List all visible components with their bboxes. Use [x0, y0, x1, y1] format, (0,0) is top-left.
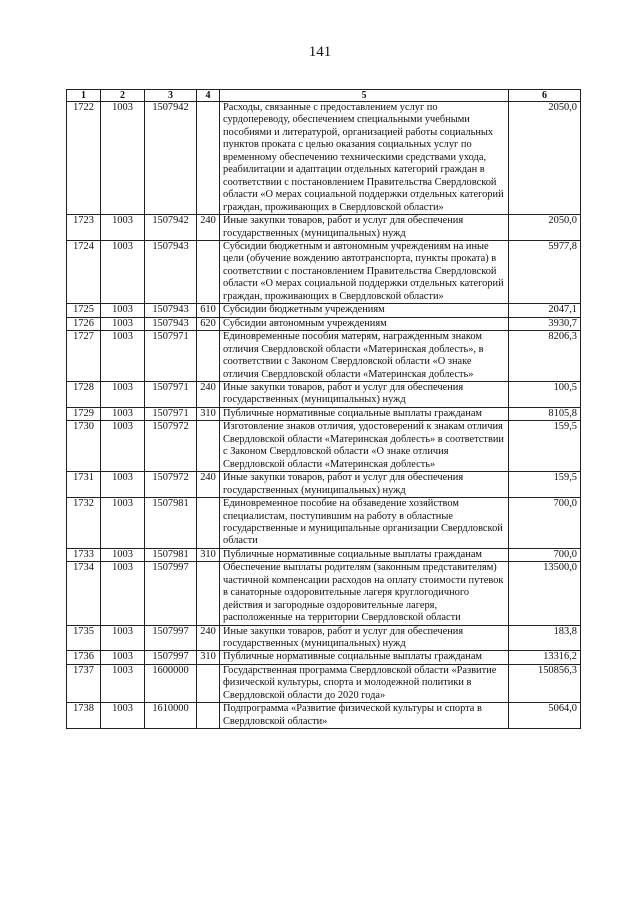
column-header: 1	[67, 90, 101, 102]
table-row	[67, 703, 581, 729]
amount: 8206,3	[509, 331, 581, 382]
row-number: 1727	[67, 331, 101, 382]
description: Изготовление знаков отличия, удостоверений к знакам отличия Свердловской области «Материнская доблесть» в соответствии с Законом Свердловской области «О знаке отличия Свердловской области «Материнская доблесть»	[220, 421, 509, 472]
target-code: 1507943	[145, 304, 197, 317]
expense-type-code	[197, 562, 220, 625]
expense-type-code	[197, 421, 220, 472]
table-row	[67, 664, 581, 702]
amount: 700,0	[509, 548, 581, 561]
section-code: 1003	[101, 331, 145, 382]
description: Единовременные пособия матерям, награжденным знаком отличия Свердловской области «Материнская доблесть», в соответствии с Законом Свердловской области «О знаке отличия Свердловской области «Материнская доблесть»	[220, 331, 509, 382]
expense-type-code	[197, 703, 220, 729]
row-number: 1738	[67, 703, 101, 729]
table-row	[67, 102, 581, 215]
table-row	[67, 625, 581, 651]
column-header: 6	[509, 90, 581, 102]
row-number: 1722	[67, 102, 101, 215]
description: Публичные нормативные социальные выплаты гражданам	[220, 548, 509, 561]
amount: 2050,0	[509, 215, 581, 241]
section-code: 1003	[101, 421, 145, 472]
description: Публичные нормативные социальные выплаты гражданам	[220, 651, 509, 664]
description: Государственная программа Свердловской области «Развитие физической культуры, спорта и молодежной политики в Свердловской области до 2020 года»	[220, 664, 509, 702]
amount: 183,8	[509, 625, 581, 651]
expense-type-code: 610	[197, 304, 220, 317]
row-number: 1728	[67, 381, 101, 407]
amount: 13316,2	[509, 651, 581, 664]
section-code: 1003	[101, 240, 145, 303]
target-code: 1507997	[145, 651, 197, 664]
target-code: 1610000	[145, 703, 197, 729]
target-code: 1507971	[145, 331, 197, 382]
table-header-row	[67, 90, 581, 102]
section-code: 1003	[101, 407, 145, 420]
expense-type-code: 240	[197, 381, 220, 407]
target-code: 1507997	[145, 625, 197, 651]
page-number: 141	[308, 44, 332, 60]
expense-type-code	[197, 498, 220, 549]
row-number: 1729	[67, 407, 101, 420]
amount: 700,0	[509, 498, 581, 549]
description: Иные закупки товаров, работ и услуг для обеспечения государственных (муниципальных) нужд	[220, 381, 509, 407]
target-code: 1507981	[145, 498, 197, 549]
target-code: 1507943	[145, 240, 197, 303]
section-code: 1003	[101, 472, 145, 498]
table-row	[67, 240, 581, 303]
table-row	[67, 498, 581, 549]
row-number: 1731	[67, 472, 101, 498]
description: Иные закупки товаров, работ и услуг для обеспечения государственных (муниципальных) нужд	[220, 625, 509, 651]
target-code: 1507972	[145, 421, 197, 472]
amount: 159,5	[509, 421, 581, 472]
target-code: 1507981	[145, 548, 197, 561]
expense-type-code: 310	[197, 548, 220, 561]
table-row	[67, 304, 581, 317]
table-row	[67, 331, 581, 382]
section-code: 1003	[101, 304, 145, 317]
row-number: 1724	[67, 240, 101, 303]
amount: 150856,3	[509, 664, 581, 702]
expense-type-code	[197, 240, 220, 303]
expense-type-code	[197, 664, 220, 702]
table-row	[67, 407, 581, 420]
expense-type-code	[197, 102, 220, 215]
row-number: 1725	[67, 304, 101, 317]
amount: 5977,8	[509, 240, 581, 303]
target-code: 1507972	[145, 472, 197, 498]
row-number: 1736	[67, 651, 101, 664]
section-code: 1003	[101, 562, 145, 625]
budget-table	[66, 89, 581, 729]
target-code: 1507942	[145, 215, 197, 241]
amount: 100,5	[509, 381, 581, 407]
row-number: 1730	[67, 421, 101, 472]
expense-type-code: 240	[197, 472, 220, 498]
section-code: 1003	[101, 381, 145, 407]
table-row	[67, 381, 581, 407]
section-code: 1003	[101, 703, 145, 729]
table-row	[67, 215, 581, 241]
expense-type-code: 240	[197, 215, 220, 241]
expense-type-code: 310	[197, 407, 220, 420]
target-code: 1507942	[145, 102, 197, 215]
section-code: 1003	[101, 625, 145, 651]
table-body	[67, 102, 581, 729]
amount: 2047,1	[509, 304, 581, 317]
column-header: 2	[101, 90, 145, 102]
description: Иные закупки товаров, работ и услуг для обеспечения государственных (муниципальных) нужд	[220, 215, 509, 241]
section-code: 1003	[101, 651, 145, 664]
table-row	[67, 548, 581, 561]
target-code: 1507971	[145, 407, 197, 420]
expense-type-code: 620	[197, 317, 220, 330]
expense-type-code: 310	[197, 651, 220, 664]
amount: 2050,0	[509, 102, 581, 215]
section-code: 1003	[101, 102, 145, 215]
description: Иные закупки товаров, работ и услуг для обеспечения государственных (муниципальных) нужд	[220, 472, 509, 498]
amount: 3930,7	[509, 317, 581, 330]
column-header: 3	[145, 90, 197, 102]
target-code: 1507971	[145, 381, 197, 407]
description: Подпрограмма «Развитие физической культуры и спорта в Свердловской области»	[220, 703, 509, 729]
section-code: 1003	[101, 664, 145, 702]
row-number: 1735	[67, 625, 101, 651]
table-row	[67, 562, 581, 625]
row-number: 1737	[67, 664, 101, 702]
description: Публичные нормативные социальные выплаты гражданам	[220, 407, 509, 420]
column-header: 5	[220, 90, 509, 102]
expense-type-code	[197, 331, 220, 382]
amount: 13500,0	[509, 562, 581, 625]
section-code: 1003	[101, 498, 145, 549]
section-code: 1003	[101, 215, 145, 241]
description: Обеспечение выплаты родителям (законным представителям) частичной компенсации расходов на оплату стоимости путевок в санаторные оздоровительные лагеря круглогодичного действия и загородные оздоровительные лагеря, расположенные на территории Свердловской области	[220, 562, 509, 625]
table-row	[67, 421, 581, 472]
row-number: 1723	[67, 215, 101, 241]
expense-type-code: 240	[197, 625, 220, 651]
column-header: 4	[197, 90, 220, 102]
amount: 8105,8	[509, 407, 581, 420]
target-code: 1507943	[145, 317, 197, 330]
row-number: 1733	[67, 548, 101, 561]
target-code: 1600000	[145, 664, 197, 702]
description: Субсидии бюджетным и автономным учреждениям на иные цели (обучение вождению автотранспорта, пункты проката) в соответствии с постановлением Правительства Свердловской области «О мерах социальной поддержки отдельных категорий граждан, проживающих в Свердловской области»	[220, 240, 509, 303]
description: Расходы, связанные с предоставлением услуг по сурдопереводу, обеспечением специальными учебными пособиями и литературой, организацией работы социальных пунктов проката с целью оказания социальных услуг по временному обеспечению техническими средствами ухода, реабилитации и адаптации отдельных категорий граждан в соответствии с постановлением Правительства Свердловской области «О мерах социальной поддержки отдельных категорий граждан, проживающих в Свердловской области»	[220, 102, 509, 215]
description: Субсидии автономным учреждениям	[220, 317, 509, 330]
amount: 5064,0	[509, 703, 581, 729]
target-code: 1507997	[145, 562, 197, 625]
table-row	[67, 317, 581, 330]
amount: 159,5	[509, 472, 581, 498]
section-code: 1003	[101, 317, 145, 330]
description: Субсидии бюджетным учреждениям	[220, 304, 509, 317]
row-number: 1734	[67, 562, 101, 625]
description: Единовременное пособие на обзаведение хозяйством специалистам, поступившим на работу в областные государственные и муниципальные организации Свердловской области	[220, 498, 509, 549]
row-number: 1732	[67, 498, 101, 549]
table-row	[67, 651, 581, 664]
row-number: 1726	[67, 317, 101, 330]
section-code: 1003	[101, 548, 145, 561]
table-row	[67, 472, 581, 498]
